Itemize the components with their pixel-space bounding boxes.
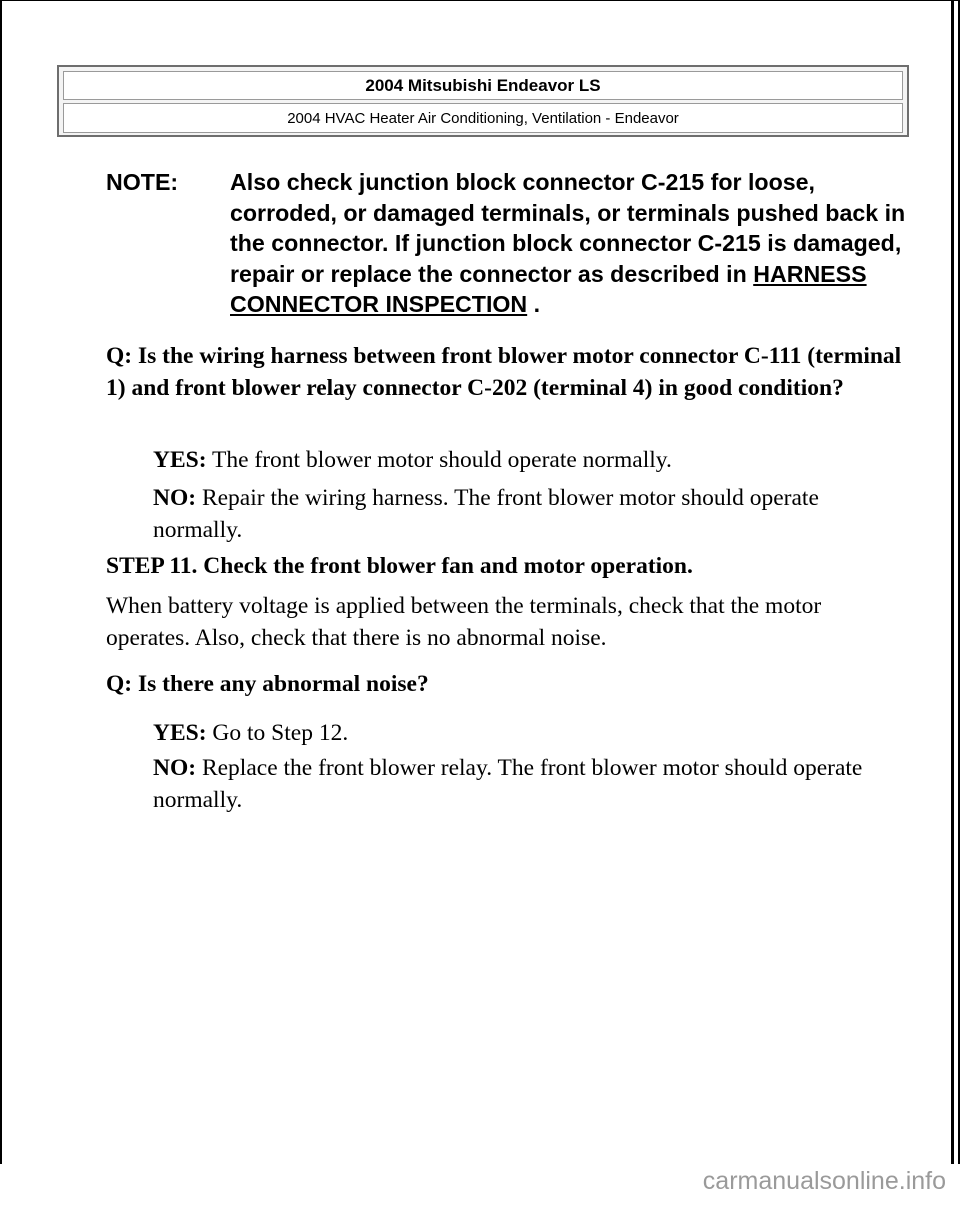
step-11-heading: STEP 11. Check the front blower fan and motor operation. [106,553,693,579]
no-text-2: Replace the front blower relay. The front blower motor should operate normally. [153,755,863,813]
yes-label-2: YES: [153,720,207,746]
page-edge [951,0,954,1164]
question-wiring-harness: Q: Is the wiring harness between front blower motor connector C-111 (terminal 1) and front blower relay connector C-202 (terminal 4) in good condition? [106,343,902,401]
note-text [230,167,920,320]
note-text-body: Also check junction block connector C-215 for loose, corroded, or damaged terminals, or terminals pushed back in the connector. If junction block connector C-215 is damaged, repair or replace the connector as described in [230,169,906,287]
document-header [57,65,909,137]
header-subtitle: 2004 HVAC Heater Air Conditioning, Ventilation - Endeavor [63,103,903,133]
site-watermark: carmanualsonline.info [702,1167,946,1195]
answer-no [153,482,893,546]
answer-yes-2 [153,717,893,749]
no-label: NO: [153,485,197,511]
note-label: NOTE: [106,169,179,195]
answer-no-2 [153,752,893,816]
header-title: 2004 Mitsubishi Endeavor LS [63,71,903,100]
yes-label: YES: [153,447,207,473]
yes-text-2: Go to Step 12. [206,720,349,746]
harness-connector-inspection-link[interactable]: HARNESS CONNECTOR INSPECTION [230,260,867,317]
answer-yes [153,444,893,476]
no-text: Repair the wiring harness. The front blower motor should operate normally. [153,485,819,543]
question-abnormal-noise: Q: Is there any abnormal noise? [106,671,429,697]
yes-text: The front blower motor should operate normally. [206,447,672,473]
no-label-2: NO: [153,755,197,781]
step-11-body: When battery voltage is applied between the terminals, check that the motor operates. Also, check that there is no abnormal noise. [106,593,822,651]
note-text-end: . [527,291,541,317]
